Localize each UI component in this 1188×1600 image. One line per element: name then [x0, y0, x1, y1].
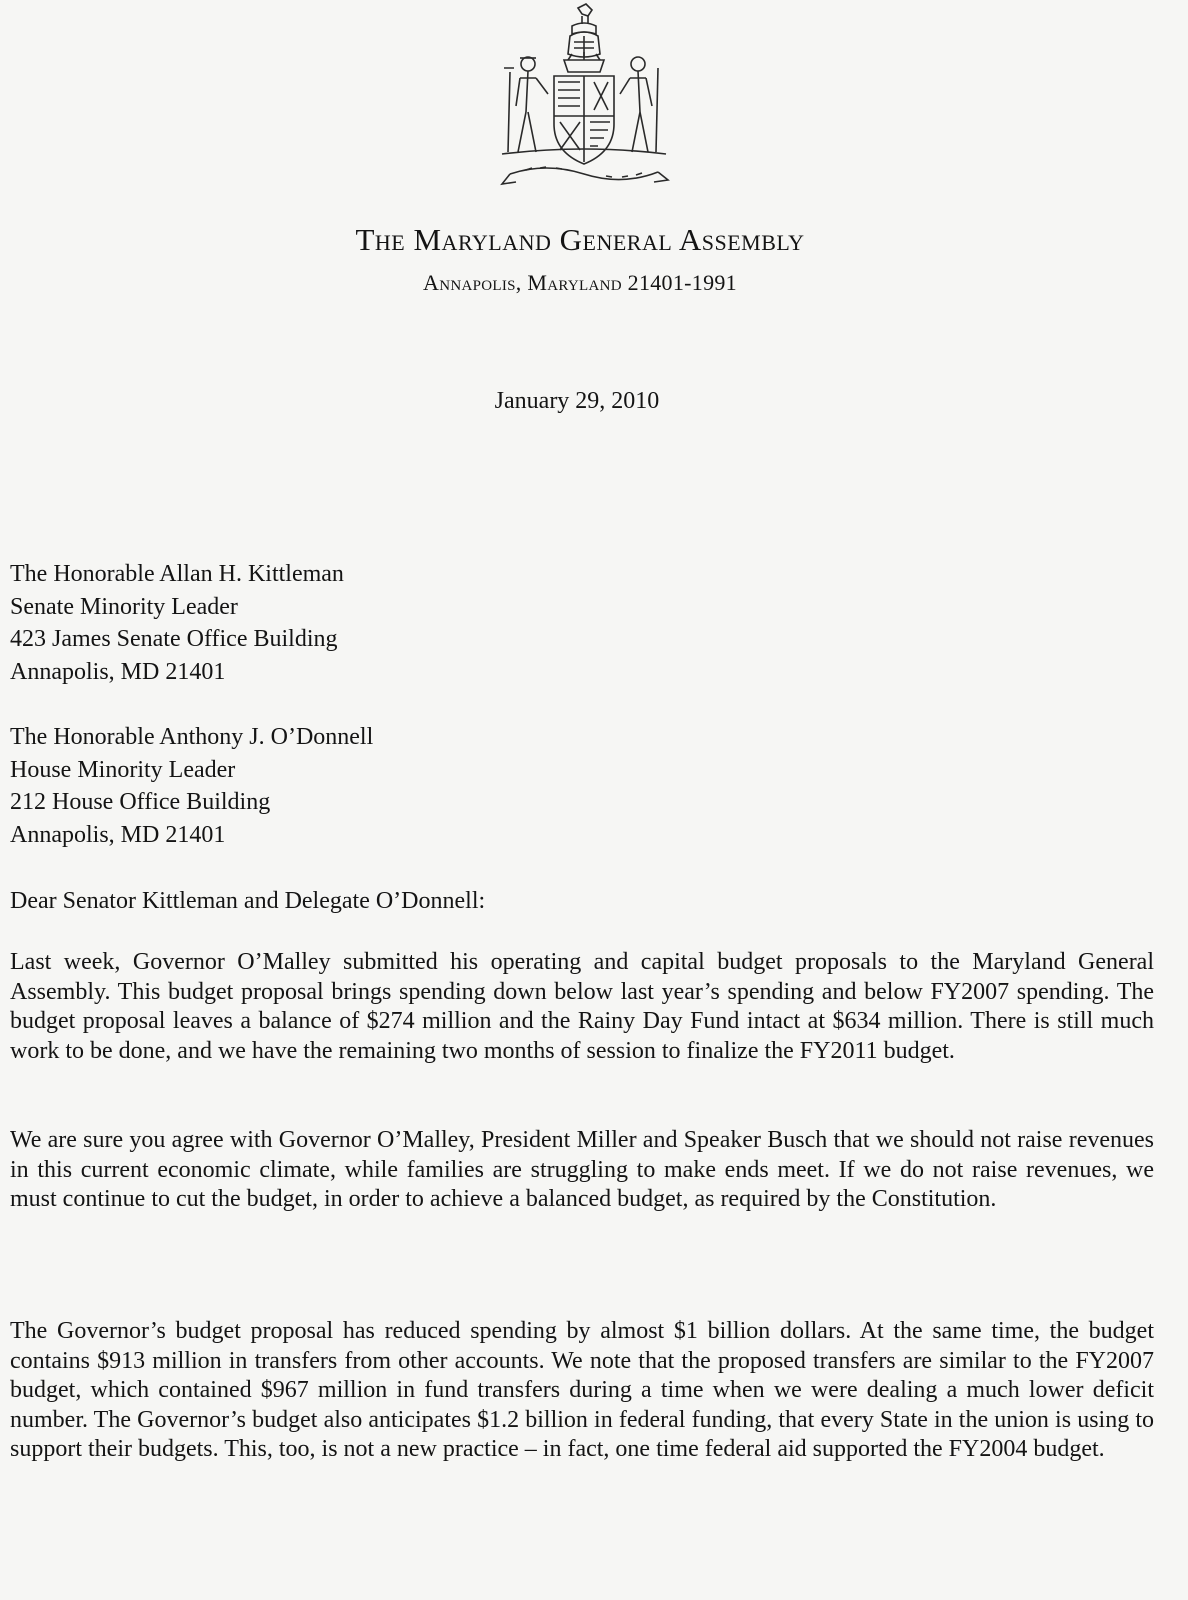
body-paragraph-1: Last week, Governor O’Malley submitted his operating and capital budget proposals to the Maryland General Assembly. This budget proposal brings spending down below last year’s spending and below FY2007 spending. The budget proposal leaves a balance of $274 million and the Rainy Day Fund intact at $634 million. There is still much work to be done, and we have the remaining two months of session to finalize the FY2011 budget. [10, 949, 1154, 1064]
body-paragraph-2: We are sure you agree with Governor O’Malley, President Miller and Speaker Busch that we should not raise revenues in this current economic climate, while families are struggling to make ends meet. If we do not raise revenues, we must continue to cut the budget, in order to achieve a balanced budget, as required by the Constitution. [10, 1127, 1154, 1212]
recipient-name: The Honorable Anthony J. O’Donnell [10, 724, 374, 750]
maryland-seal-icon [496, 2, 672, 198]
letter-date: January 29, 2010 [494, 388, 660, 414]
letterhead-address: Annapolis, Maryland 21401-1991 [423, 270, 737, 295]
recipient-role: House Minority Leader [10, 756, 236, 783]
recipient-role: Senate Minority Leader [10, 593, 238, 620]
recipient-address-1 [10, 558, 344, 688]
recipient-city: Annapolis, MD 21401 [10, 821, 226, 848]
recipient-name: The Honorable Allan H. Kittleman [10, 561, 344, 587]
letterhead-title: The Maryland General Assembly [355, 222, 805, 257]
recipient-address-2 [10, 721, 373, 851]
recipient-office: 212 House Office Building [10, 789, 271, 815]
salutation: Dear Senator Kittleman and Delegate O’Donnell: [10, 888, 486, 914]
body-paragraph-3: The Governor’s budget proposal has reduced spending by almost $1 billion dollars. At the same time, the budget contains $913 million in transfers from other accounts. We note that the proposed transfers are similar to the FY2007 budget, which contained $967 million in fund transfers during a time when we were dealing a much lower deficit number. The Governor’s budget also anticipates $1.2 billion in federal funding, that every State in the union is using to support their budgets. This, too, is not a new practice – in fact, one time federal aid supported the FY2004 budget. [10, 1318, 1154, 1462]
recipient-city: Annapolis, MD 21401 [10, 658, 226, 685]
recipient-office: 423 James Senate Office Building [10, 626, 338, 652]
